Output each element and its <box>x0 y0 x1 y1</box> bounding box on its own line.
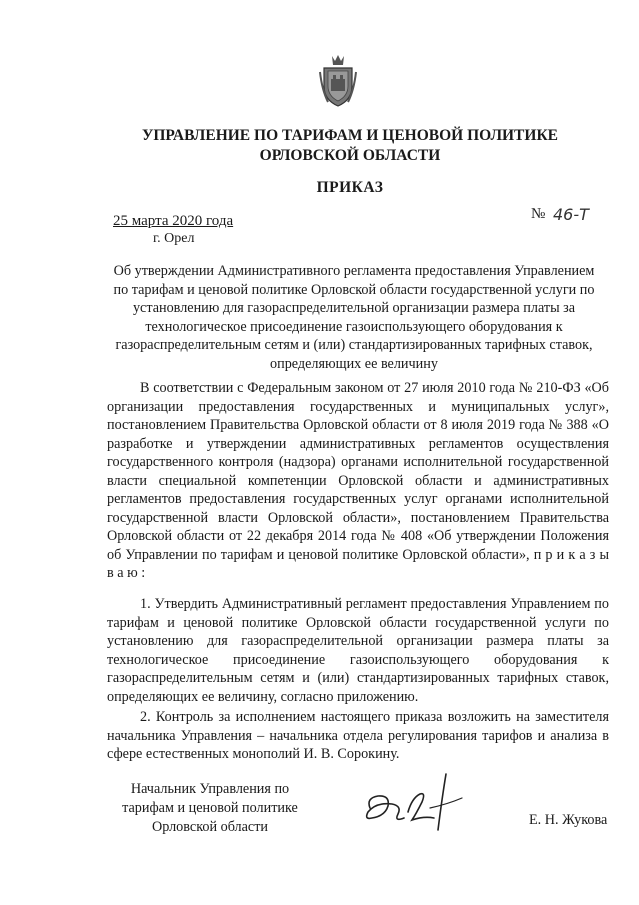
coat-of-arms-emblem <box>318 52 358 110</box>
organization-title-line2: ОРЛОВСКОЙ ОБЛАСТИ <box>259 147 441 164</box>
organization-title <box>100 126 600 166</box>
document-type: ПРИКАЗ <box>316 179 384 196</box>
order-date: 25 марта 2020 года <box>113 213 234 229</box>
organization-title-line1: УПРАВЛЕНИЕ ПО ТАРИФАМ И ЦЕНОВОЙ ПОЛИТИКЕ <box>141 127 559 144</box>
order-city: г. Орел <box>153 231 195 246</box>
signatory-position-line1: Начальник Управления по <box>130 781 290 797</box>
order-item-1: 1. Утвердить Административный регламент предоставления Управлением по тарифам и ценовой политике Орловской области государственной услуги по установлению для газораспределительной организации размера платы за технологическое присоединение газоиспользующего оборудования к газораспределительным сетям и (или) стандартизированных тарифных ставок, определяющих ее величину, согласно приложению. <box>107 596 609 705</box>
preamble-paragraph: В соответствии с Федеральным законом от 27 июля 2010 года № 210-ФЗ «Об организации предоставления государственных и муниципальных услуг», постановлением Правительства Орловской области от 8 июля 2019 года № 388 «О разработке и утверждении административных регламентов осуществления государственного контроля (надзора) органами исполнительной государственной власти специальной компетенции Орловской области и административных регламентов предоставления государственных услуг органами исполнительной государственной власти Орловской области», постановлением Правительства Орловской области от 22 декабря 2014 года № 408 «Об утверждении Положения об Управлении по тарифам и ценовой политике Орловской области», п р и к а з ы в а ю : <box>107 380 609 581</box>
handwritten-signature <box>358 768 468 834</box>
signatory-position-line3: Орловской области <box>151 819 269 835</box>
signatory-position-line2: тарифам и ценовой политике <box>122 800 298 816</box>
signatory-name: Е. Н. Жукова <box>529 812 608 828</box>
order-number-label: № <box>531 206 546 222</box>
signatory-position <box>110 780 310 837</box>
order-item-2: 2. Контроль за исполнением настоящего приказа возложить на заместителя начальника Управления – начальника отдела регулирования тарифов и анализа в сфере естественных монополий И. В. Сорокину. <box>107 709 609 762</box>
order-subject: Об утверждении Административного регламента предоставления Управлением по тарифам и ценовой политике Орловской области государственной услуги по установлению для газораспределительной организации размера платы за технологическое присоединение газоиспользующего оборудования к газораспределительным сетям и (или) стандартизированных тарифных ставок, определяющих ее величину <box>113 263 595 372</box>
order-number-handwritten: 46-Т <box>553 205 589 224</box>
